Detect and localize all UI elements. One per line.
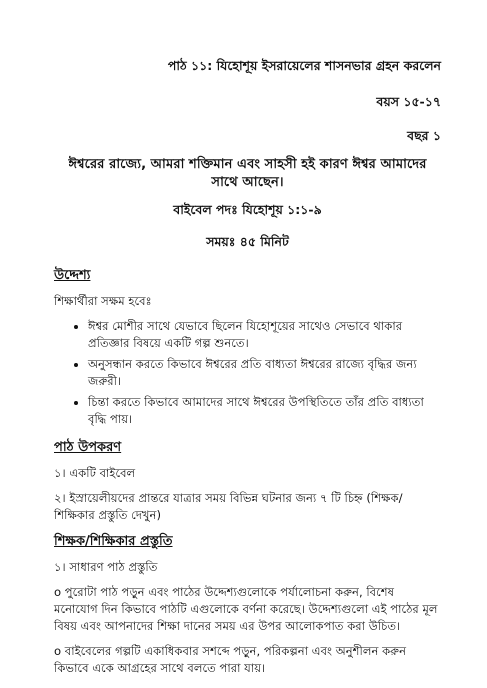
objective-item: • চিন্তা করতে কিভাবে আমাদের সাথে ঈশ্বরের উপস্থিতিতে তাঁর প্রতি বাধ্যতা বৃদ্ধি পায়। xyxy=(88,394,441,428)
bible-passage: বাইবেল পদঃ যিহোশূয় ১:১-৯ xyxy=(173,202,322,217)
age-range: বয়স ১৫-১৭ xyxy=(376,94,441,109)
preparation-paragraph: o বাইবেলের গল্পটি একাধিকবার সশব্দে পড়ুন, পরিকল্পনা এবং অনুশীলন করুন কিভাবে একে আগ্রহের সাথে বলতে পারা যায়। xyxy=(54,644,407,675)
preparation-heading: শিক্ষক/শিক্ষিকার প্রস্তুতি xyxy=(54,534,173,549)
lesson-duration: সময়ঃ ৪৫ মিনিট xyxy=(206,234,289,249)
preparation-paragraph: o পুরোটা পাঠ পড়ুন এবং পাঠের উদ্দেশ্যগুলোকে পর্যালোচনা করুন, বিশেষ মনোযোগ দিন কিভাবে পাঠটি এগুলোকে বর্ণনা করেছে। উদ্দেশ্যগুলো এই পাঠের মূল বিষয় এবং আপনাদের শিক্ষা দানের সময় এর উপর আলোকপাত করা উচিত। xyxy=(54,585,438,633)
objectives-heading: উদ্দেশ্য xyxy=(54,268,91,283)
materials-heading: পাঠ উপকরণ xyxy=(54,440,122,455)
objective-item: • অনুসন্ধান করতে কিভাবে ঈশ্বরের প্রতি বাধ্যতা ঈশ্বরের রাজ্যে বৃদ্ধির জন্য জরুরী। xyxy=(88,356,441,390)
material-item: ১। একটি বাইবেল xyxy=(54,466,136,480)
lesson-title: পাঠ ১১: যিহোশূয় ইসরায়েলের শাসনভার গ্রহন করলেন xyxy=(167,58,441,73)
lesson-theme: ঈশ্বরের রাজ্যে, আমরা শক্তিমান এবং সাহসী হই কারণ ঈশ্বর আমাদের সাথে আছেন। xyxy=(68,157,427,190)
material-item: ২। ইস্রায়েলীয়দের প্রান্তরে যাত্রার সময় বিভিন্ন ঘটনার জন্য ৭ টি চিহ্ন (শিক্ষক/শিক্ষিকার প্রস্তুতি দেখুন) xyxy=(54,491,403,522)
year-label: বছর ১ xyxy=(407,128,441,143)
objectives-intro: শিক্ষার্থীরা সক্ষম হবেঃ xyxy=(54,294,152,308)
objectives-list xyxy=(54,318,441,428)
preparation-subheading: ১। সাধারণ পাঠ প্রস্তুতি xyxy=(54,560,158,574)
objective-item: • ঈশ্বর মোশীর সাথে যেভাবে ছিলেন যিহোশূয়ের সাথেও সেভাবে থাকার প্রতিজ্ঞার বিষয়ে একটি গল্প শুনতে। xyxy=(88,318,441,352)
